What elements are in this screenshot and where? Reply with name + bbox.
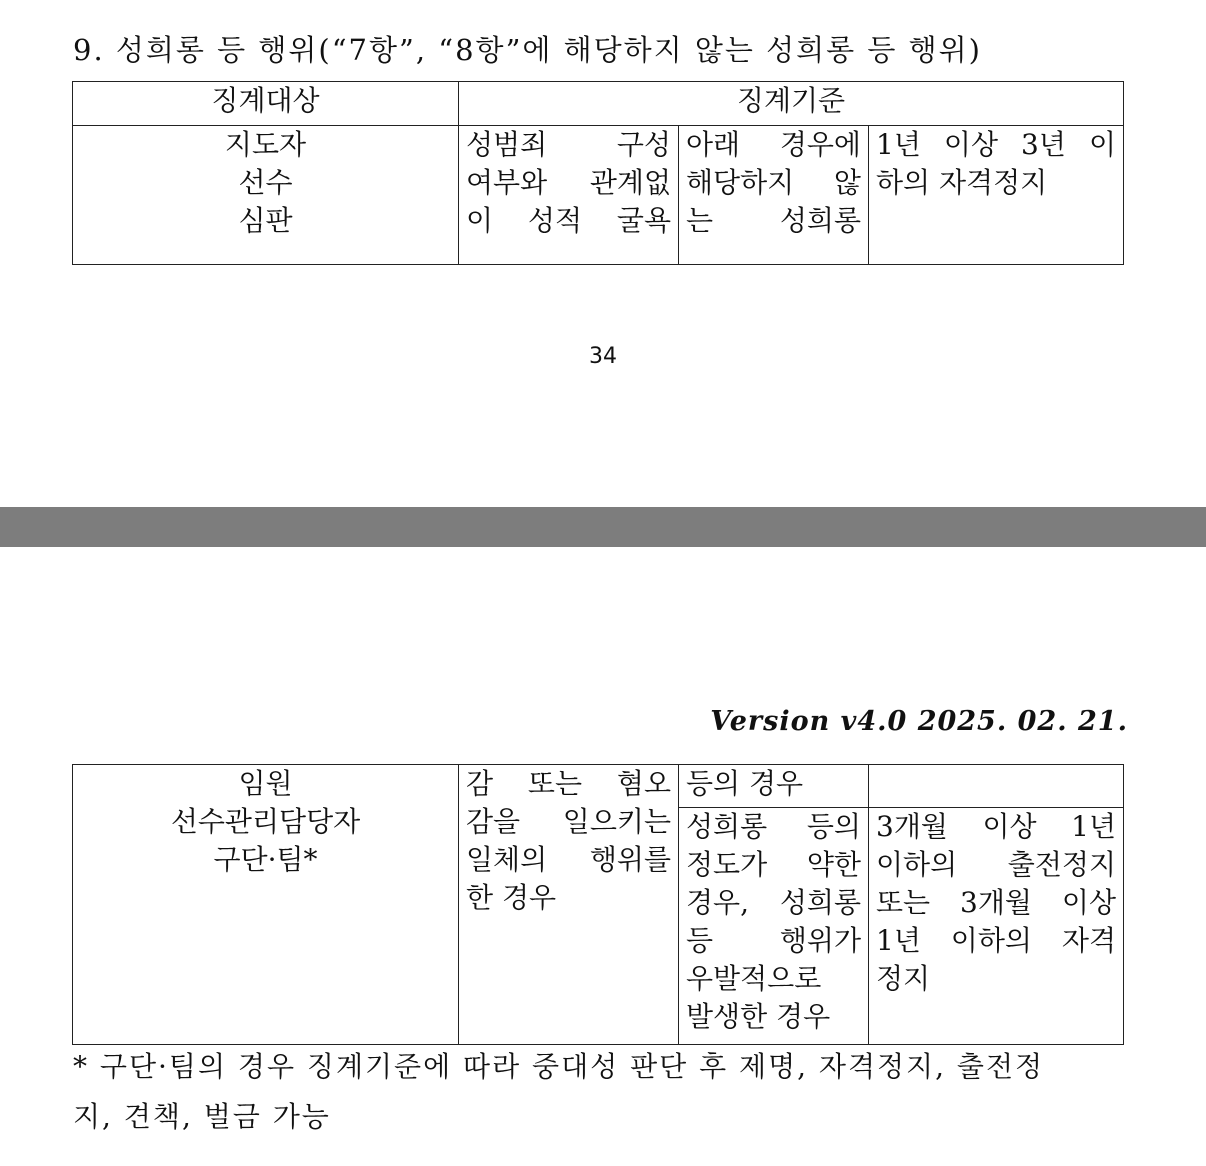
case-cell [679, 808, 869, 1045]
condition-line: 감 또는 혐오 [466, 767, 671, 800]
condition-line: 감을 일으키는 [466, 805, 671, 838]
version-label: Version v4.0 2025. 02. 21. [710, 706, 1128, 737]
page-divider [0, 507, 1206, 547]
penalty-line: 이하의 출전정지 [876, 848, 1116, 881]
penalty-line: 정지 [876, 962, 931, 995]
target-item: 임원 [238, 767, 293, 800]
case-line: 해당하지 않 [686, 166, 861, 199]
condition-line: 성범죄 구성 [466, 128, 671, 161]
page-number: 34 [589, 344, 617, 369]
target-item: 구단·팀* [213, 843, 318, 876]
penalty-cell [869, 126, 1124, 265]
target-item: 선수관리담당자 [170, 805, 361, 838]
case-line: 성희롱 등의 [686, 810, 861, 843]
penalty-line: 또는 3개월 이상 [876, 886, 1116, 919]
case-cell [679, 765, 869, 808]
penalty-line: 하의 자격정지 [876, 166, 1048, 199]
target-cell [73, 126, 459, 265]
target-item: 지도자 [224, 128, 307, 161]
header-target: 징계대상 [73, 82, 459, 126]
case-line: 정도가 약한 [686, 848, 861, 881]
penalty-cell [869, 808, 1124, 1045]
condition-line: 여부와 관계없 [466, 166, 671, 199]
condition-line: 일체의 행위를 [466, 843, 671, 876]
case-line: 아래 경우에 [686, 128, 861, 161]
condition-cell [459, 765, 679, 1045]
penalty-line: 3개월 이상 1년 [876, 810, 1116, 843]
condition-cell [459, 126, 679, 265]
discipline-table-bottom [72, 764, 1124, 1045]
target-item: 선수 [238, 166, 293, 199]
case-line: 등의 경우 [686, 767, 804, 800]
section-heading: 9. 성희롱 등 행위(“7항”, “8항”에 해당하지 않는 성희롱 등 행위) [73, 33, 982, 67]
condition-line: 한 경우 [466, 881, 557, 914]
case-cell [679, 126, 869, 265]
footnote-line: 지, 견책, 벌금 가능 [73, 1100, 331, 1133]
penalty-line: 1년 이하의 자격 [876, 924, 1116, 957]
case-line: 는 성희롱 [686, 204, 861, 237]
case-line: 우발적으로 [686, 962, 822, 995]
case-line: 등 행위가 [686, 924, 861, 957]
target-item: 심판 [238, 204, 293, 237]
footnote [73, 1042, 1128, 1142]
footnote-line: * 구단·팀의 경우 징계기준에 따라 중대성 판단 후 제명, 자격정지, 출전정 [73, 1050, 1045, 1083]
penalty-cell-empty [869, 765, 1124, 808]
discipline-table-top [72, 81, 1124, 265]
condition-line: 이 성적 굴욕 [466, 204, 671, 237]
target-cell [73, 765, 459, 1045]
header-criteria: 징계기준 [459, 82, 1124, 126]
penalty-line: 1년 이상 3년 이 [876, 128, 1117, 161]
case-line: 발생한 경우 [686, 1000, 831, 1033]
case-line: 경우, 성희롱 [686, 886, 861, 919]
